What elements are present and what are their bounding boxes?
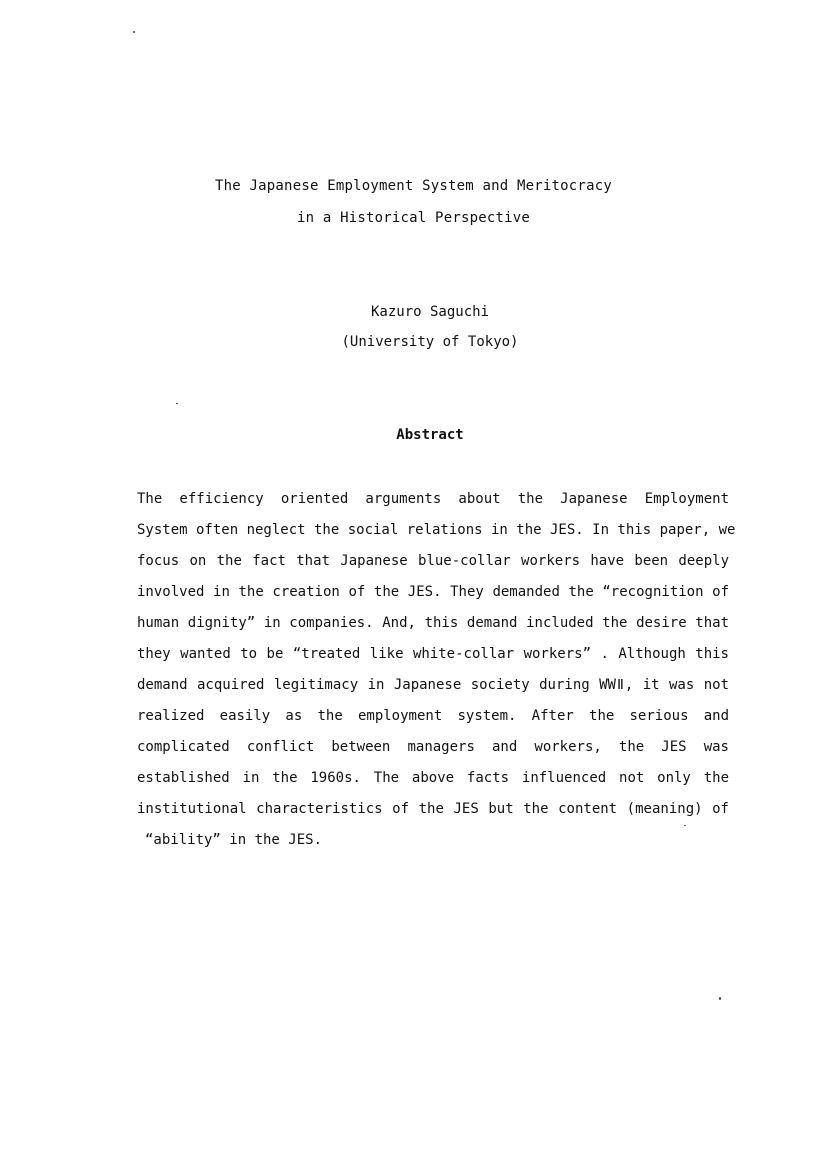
- abstract-line: established in the 1960s. The above facts influenced not only the: [137, 770, 729, 786]
- abstract-line: complicated conflict between managers and workers, the JES was: [137, 739, 729, 755]
- paper-title-line-2: in a Historical Perspective: [297, 210, 530, 226]
- author-name: Kazuro Saguchi: [370, 304, 489, 320]
- abstract-body: [137, 488, 736, 860]
- paper-title-line-1: The Japanese Employment System and Meritocracy: [215, 178, 612, 194]
- abstract-line: human dignity” in companies. And, this demand included the desire that: [137, 615, 729, 631]
- scan-speck: [133, 31, 135, 33]
- abstract-line: realized easily as the employment system. After the serious and: [137, 708, 729, 724]
- abstract-line: involved in the creation of the JES. They demanded the “recognition of: [137, 584, 729, 600]
- abstract-line: The efficiency oriented arguments about the Japanese Employment: [137, 491, 729, 507]
- abstract-line: System often neglect the social relations in the JES. In this paper, we: [137, 522, 736, 538]
- abstract-heading: Abstract: [396, 427, 464, 443]
- abstract-line: institutional characteristics of the JES but the content (meaning) of: [137, 801, 729, 817]
- scan-speck: [684, 825, 686, 826]
- abstract-line: demand acquired legitimacy in Japanese society during WWⅡ, it was not: [137, 677, 729, 693]
- abstract-line: “ability” in the JES.: [145, 832, 323, 848]
- abstract-line: they wanted to be “treated like white-collar workers” . Although this: [137, 646, 729, 662]
- abstract-line: focus on the fact that Japanese blue-collar workers have been deeply: [137, 553, 729, 569]
- scan-speck: [176, 403, 178, 404]
- scan-speck: [719, 997, 721, 1000]
- author-affiliation: (University of Tokyo): [341, 334, 519, 350]
